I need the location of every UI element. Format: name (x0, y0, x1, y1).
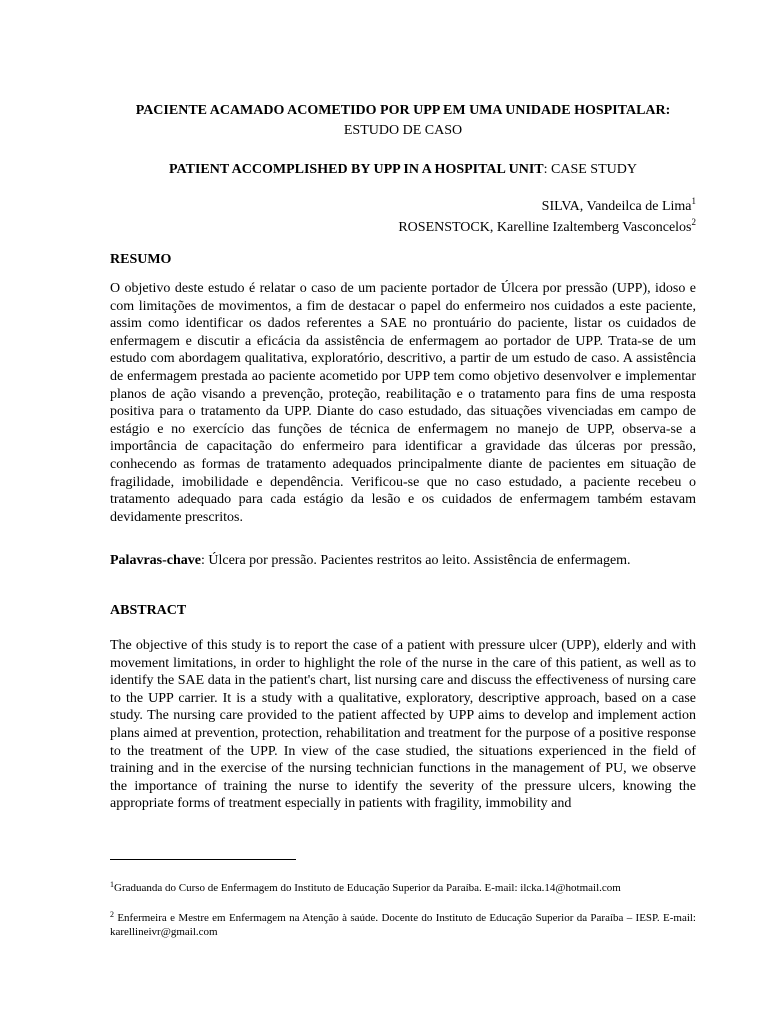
title-pt-normal: ESTUDO DE CASO (343, 123, 463, 138)
footnote-ref: 1 (110, 880, 114, 889)
keywords (110, 551, 696, 571)
resumo-heading: RESUMO (110, 252, 172, 267)
author-ref: 1 (691, 196, 696, 206)
author-2 (110, 217, 696, 238)
title-english (110, 160, 696, 180)
title-en-bold: PATIENT ACCOMPLISHED BY UPP IN A HOSPITAL UNIT (169, 162, 544, 177)
footnote-2 (110, 911, 696, 939)
title-pt-bold: PACIENTE ACAMADO ACOMETIDO POR UPP EM UMA UNIDADE HOSPITALAR: (135, 103, 671, 118)
author-ref: 2 (691, 217, 696, 227)
resumo-text: O objetivo deste estudo é relatar o caso de um paciente portador de Úlcera por pressão (UPP), idoso e com limitações de movimentos, a fim de destacar o papel do enfermeiro nos cuidados a este paciente, assim como identificar os dados referentes a SAE no prontuário do paciente, listar os cuidados de enfermagem e discutir a eficácia da assistência de enfermagem ao portador de UPP. Trata-se de um estudo com abordagem qualitativa, exploratório, descritivo, a partir de um estudo de caso. A assistência de enfermagem prestada ao paciente acometido por UPP tem como objetivo desenvolver e implementar planos de ação visando a prevenção, proteção, reabilitação e o tratamento para fins de uma resposta positiva para o tratamento da UPP. Diante do caso estudado, das situações vivenciadas em campo de estágio e no exercício das funções de técnica de enfermagem no manejo de UPP, observa-se a importância de capacitação do enfermeiro para identificar a gravidade das úlceras por pressão, conhecendo as formas de tratamento adequados principalmente diante de pacientes em situação de fragilidade, imobilidade e dependência. Verificou-se que no caso estudado, a paciente recebeu o tratamento adequado para cada estágio da lesão e os cuidados de enfermagem também estavam devidamente prescritos. (110, 281, 696, 525)
abstract-text: The objective of this study is to report the case of a patient with pressure ulcer (UPP), elderly and with movement limitations, in order to highlight the role of the nurse in the care of this patient, as well as to identify the SAE data in the patient's chart, list nursing care and discuss the effectiveness of nursing care to the UPP carrier. It is a study with a qualitative, exploratory, descriptive approach, based on a case study. The nursing care provided to the patient affected by UPP aims to develop and implement action plans aimed at prevention, protection, rehabilitation and treatment for the purpose of a positive response to the treatment of the UPP. In view of the case studied, the situations experienced in the field of training and in the exercise of the nursing technician functions in the management of PU, we observe the importance of training the nurse to identify the severity of the pressure ulcers, knowing the appropriate forms of treatment especially in patients with fragility, immobility and (110, 638, 696, 812)
footnote-text: Enfermeira e Mestre em Enfermagem na Atenção à saúde. Docente do Instituto de Educação Superior da Paraíba – IESP. E-mail: karellineivr@gmail.com (110, 912, 696, 938)
title-en-normal: : CASE STUDY (543, 162, 637, 177)
author-name: SILVA, Vandeilca de Lima (541, 199, 692, 214)
author-name: ROSENSTOCK, Karelline Izaltemberg Vasconcelos (398, 220, 692, 235)
author-list (110, 196, 696, 238)
author-1 (110, 196, 696, 217)
title-portuguese (110, 101, 696, 141)
footnote-text: Graduanda do Curso de Enfermagem do Instituto de Educação Superior da Paraíba. E-mail: ilcka.14@hotmail.com (114, 882, 621, 894)
footnote-divider (110, 859, 296, 860)
footnote-ref: 2 (110, 910, 114, 919)
keywords-text: : Úlcera por pressão. Pacientes restritos ao leito. Assistência de enfermagem. (200, 553, 631, 568)
abstract-heading: ABSTRACT (110, 603, 187, 618)
keywords-label: Palavras-chave (110, 553, 201, 568)
footnote-1 (110, 881, 696, 895)
